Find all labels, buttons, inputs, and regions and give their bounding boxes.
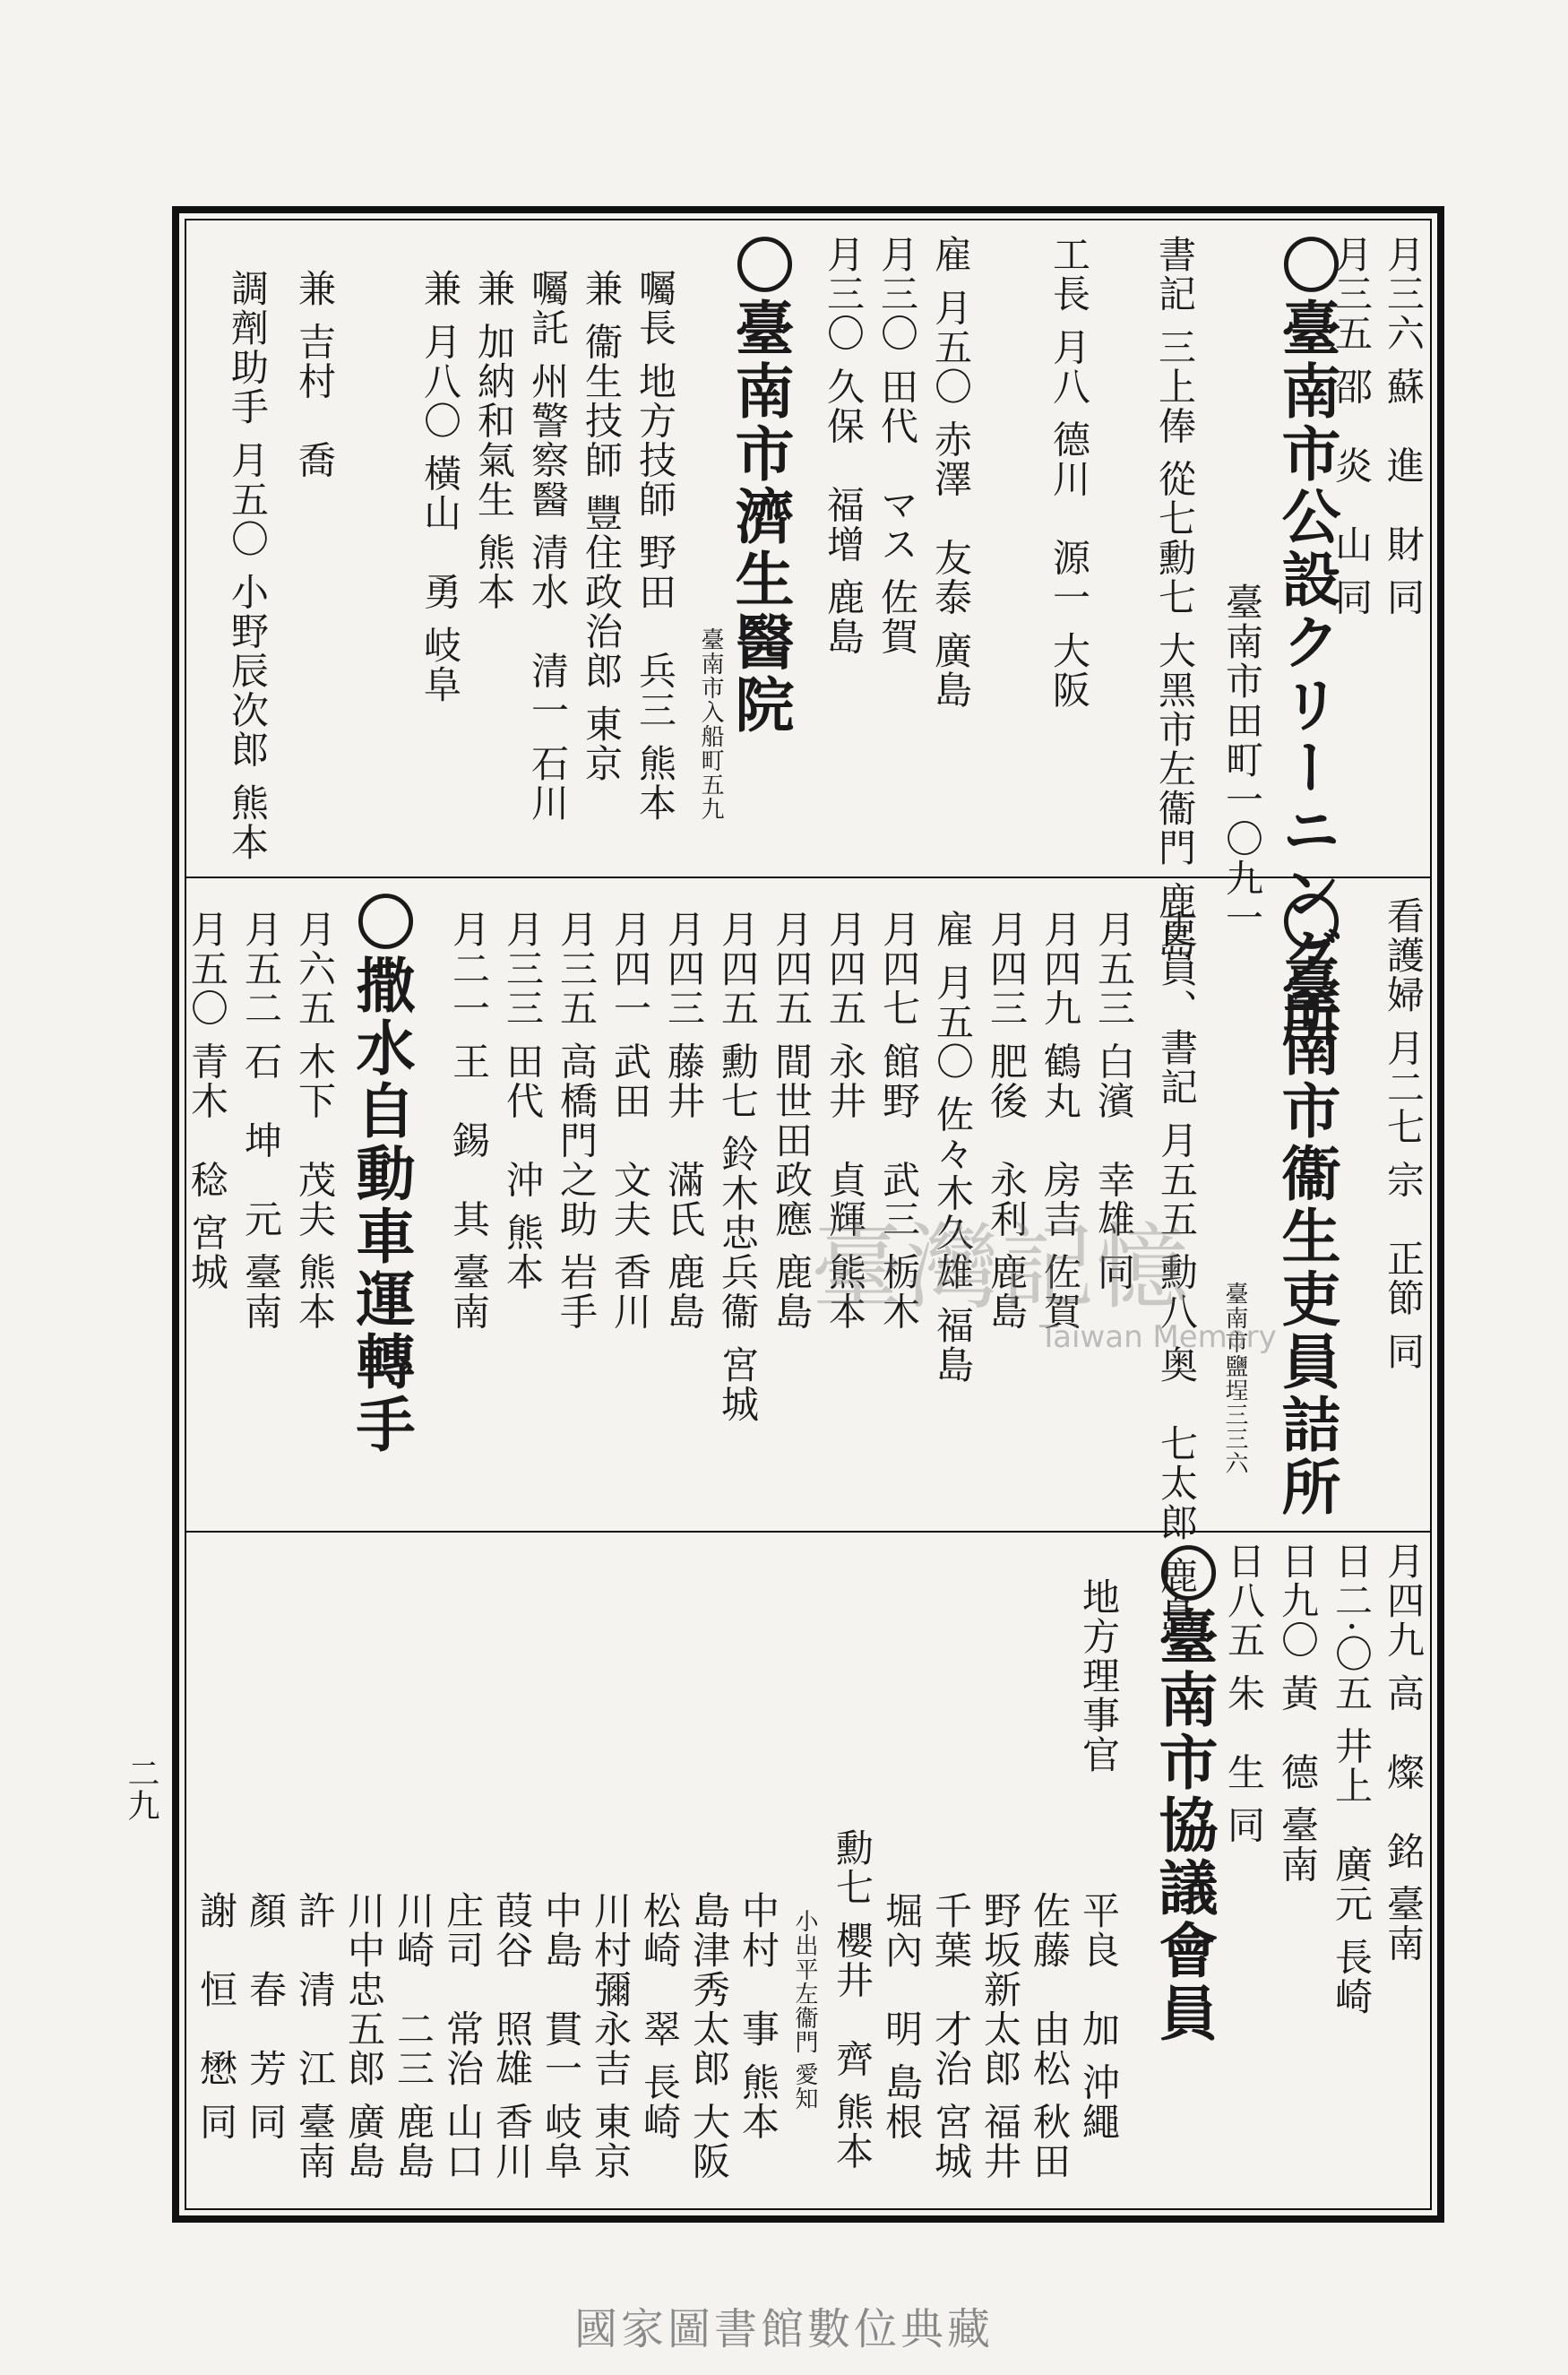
- sprinkler-drivers-heading: 〇撒水自動車運轉手: [346, 892, 416, 1456]
- staff-entry: 日八五 朱 生 同: [1222, 1542, 1266, 1845]
- taiwan-memory-watermark-en: Taiwan Memory: [1039, 1319, 1277, 1355]
- staff-entry: 月三六 蘇 進 財 同: [1382, 235, 1426, 618]
- staff-entry: 吏員、書記 月五五 勳八 奥 七太郎 鹿島: [1155, 910, 1199, 1636]
- staff-entry: 日九〇 黃 德 臺南: [1276, 1542, 1320, 1885]
- staff-entry: 書記 三上俸 從七勳七 大黑市左衞門 鹿島: [1153, 235, 1197, 961]
- staff-entry: 月四三 藤井 滿氏 鹿島: [662, 910, 706, 1332]
- staff-entry: 雇 月五〇 佐々木久雄 福島: [931, 910, 975, 1386]
- council-member: 平良 加 沖繩: [1077, 1891, 1121, 2142]
- staff-entry: 月四七 館野 武三 栃木: [877, 910, 921, 1332]
- staff-entry: 月四三 肥後 永利 鹿島: [985, 910, 1029, 1332]
- staff-entry: 月三三 田代 沖 熊本: [501, 910, 545, 1292]
- council-member: 川崎 二三 鹿島: [392, 1891, 435, 2181]
- council-member: 佐藤 由松 秋田: [1028, 1891, 1072, 2181]
- staff-entry: 月六五 木下 茂夫 熊本: [293, 910, 337, 1332]
- staff-entry: 月四九 鶴丸 房吉 佐賀: [1038, 910, 1082, 1332]
- staff-entry: 月五〇 青木 稔 宮城: [185, 910, 229, 1292]
- staff-entry: 月四一 武田 文夫 香川: [608, 910, 652, 1332]
- council-heading: 〇臺南市協議會員: [1149, 1543, 1219, 2045]
- council-member: 川中忠五郎 廣島: [342, 1891, 386, 2181]
- council-member: 中村 事 熊本: [737, 1891, 780, 2142]
- council-subtitle: 地方理事官: [1077, 1577, 1121, 1775]
- council-member: 千葉 才治 宮城: [929, 1891, 973, 2181]
- sanitation-office-heading: 〇臺南市衞生吏員詰所: [1271, 892, 1341, 1519]
- sanitation-office-address: 臺南市鹽埕三三六: [1221, 1282, 1248, 1475]
- council-member: 庄司 常治 山口: [441, 1891, 485, 2181]
- council-member: 野坂新太郎 福井: [978, 1891, 1022, 2181]
- council-member: 松崎 翠 長崎: [638, 1891, 682, 2142]
- council-member: 許 清 江 臺南: [293, 1891, 337, 2181]
- section-divider-2: [185, 1531, 1432, 1533]
- staff-entry: 月四五 勳七 鈴木忠兵衞 宮城: [716, 910, 760, 1425]
- staff-entry: 兼 衞生技師 豐住政治郎 東京: [580, 269, 624, 784]
- nurse-entry: 看護婦 月二七 宗 正節 同: [1382, 896, 1426, 1372]
- staff-entry: 月四五 間世田政應 鹿島: [770, 910, 814, 1332]
- staff-entry: 月三〇 田代 マス 佐賀: [875, 235, 919, 657]
- staff-entry: 月五二 石 坤 元 臺南: [239, 910, 283, 1332]
- staff-entry: 囑長 地方技師 野田 兵三 熊本: [633, 269, 677, 824]
- staff-entry: 調劑助手 月五〇 小野辰次郎 熊本: [226, 269, 270, 863]
- council-member: 中島 貫一 岐阜: [539, 1891, 583, 2181]
- staff-entry: 月三五 邵 炎 山 同: [1330, 235, 1374, 618]
- staff-entry: 兼 月八〇 橫山 勇 岐阜: [418, 269, 462, 705]
- hospital-address: 臺南市入船町五九: [697, 627, 724, 821]
- staff-entry: 囑託 州警察醫 清水 清一 石川: [526, 269, 570, 824]
- library-footer: 國家圖書館數位典藏: [573, 2304, 994, 2354]
- council-member: 顏 春 芳 同: [244, 1891, 288, 2142]
- council-member: 川村彌永吉 東京: [589, 1891, 633, 2181]
- cleaning-office-heading: 〇臺南市公設クリーニング所: [1271, 235, 1341, 1050]
- staff-entry: 日二·〇五 井上 廣元 長崎: [1330, 1542, 1374, 2017]
- council-member: 堀內 明 島根: [880, 1891, 924, 2142]
- council-member: 謝 恒 懋 同: [194, 1891, 238, 2142]
- council-member: 小出平左衞門 愛知: [791, 1909, 818, 2112]
- staff-entry: 月二一 王 錫 其 臺南: [447, 910, 491, 1332]
- staff-entry: 月三五 高橋門之助 岩手: [555, 910, 599, 1332]
- staff-entry: 月四九 高 燦 銘 臺南: [1382, 1542, 1426, 1964]
- council-member: 勳七 櫻井 齊 熊本: [831, 1828, 874, 2172]
- staff-entry: 工長 月八 德川 源一 大阪: [1047, 235, 1091, 711]
- hospital-heading: 〇臺南市濟生醫院: [725, 235, 795, 737]
- staff-entry: 兼 加納和氣生 熊本: [472, 269, 516, 612]
- council-member: 島津秀太郎 大阪: [687, 1891, 731, 2181]
- staff-entry: 兼 吉村 喬: [293, 269, 337, 480]
- page-number: 二九: [123, 1757, 159, 1821]
- taiwan-memory-watermark: 臺灣記憶: [811, 1213, 1192, 1322]
- staff-entry: 月四五 永井 貞輝 熊本: [823, 910, 867, 1332]
- staff-entry: 月五三 白濱 幸雄 同: [1092, 910, 1136, 1292]
- staff-entry: 月三〇 久保 福增 鹿島: [822, 235, 866, 657]
- council-member: 葭谷 照雄 香川: [490, 1891, 534, 2181]
- staff-entry: 雇 月五〇 赤澤 友泰 廣島: [929, 235, 973, 711]
- cleaning-office-address: 臺南市田町一〇九一: [1220, 583, 1264, 937]
